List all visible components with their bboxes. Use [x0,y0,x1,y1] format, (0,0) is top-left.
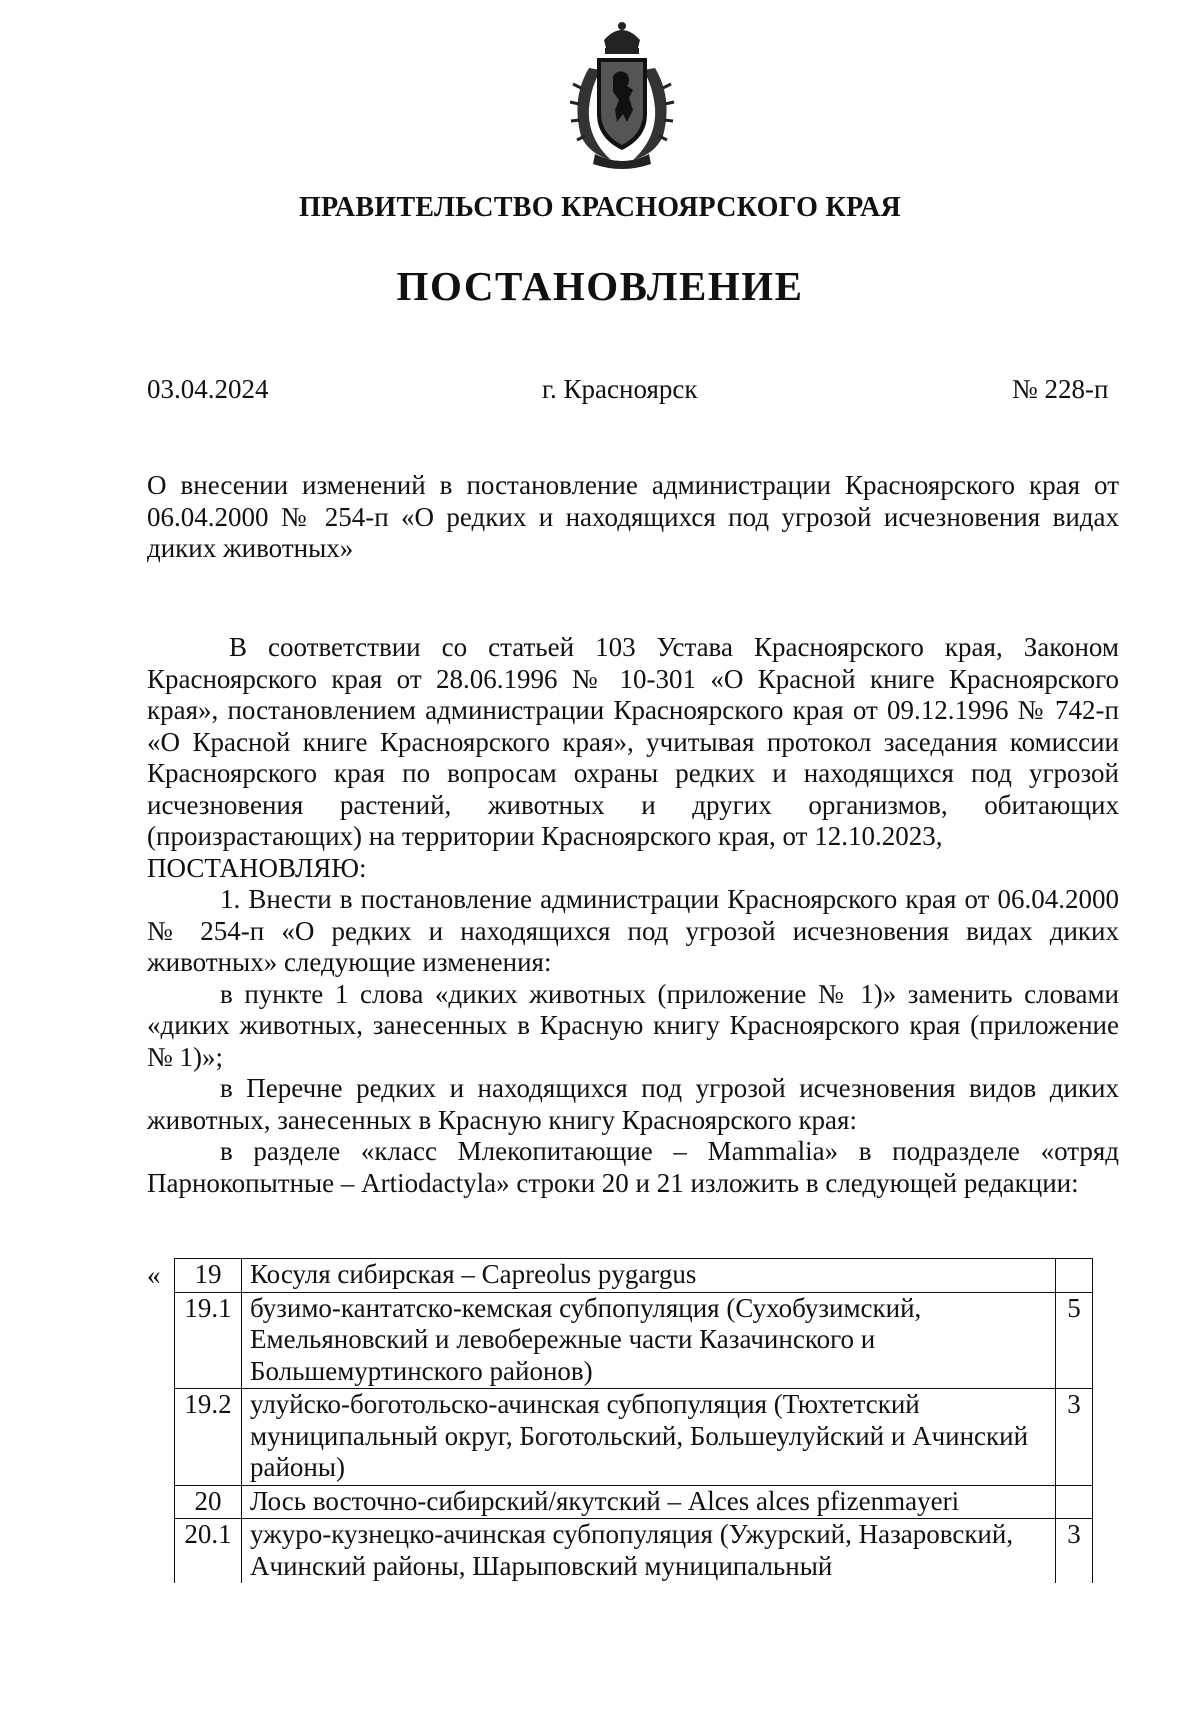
row-category: 5 [1056,1292,1093,1389]
open-quote-mark: « [147,1260,161,1290]
table-row [175,1389,1093,1486]
row-number: 19.2 [175,1389,242,1486]
document-type: ПОСТАНОВЛЕНИЕ [396,263,804,309]
row-category [1056,1485,1093,1519]
row-text: бузимо-кантатско-кемская субпопуляция (Сухобузимский, Емельяновский и левобережные части Казачинского и Большемуртинского районов) [242,1292,1056,1389]
row-text: Косуля сибирская – Capreolus pygargus [242,1259,1056,1293]
row-category: 3 [1056,1519,1093,1584]
row-category: 3 [1056,1389,1093,1486]
row-text: Лось восточно-сибирский/якутский – Alces alces pfizenmayeri [242,1485,1056,1519]
document-title: О внесении изменений в постановление администрации Красноярского края от 06.04.2000 № 254-п «О редких и находящихся под угрозой исчезновения видах диких животных» [147,470,1119,563]
change-paragraph-3: в разделе «класс Млекопитающие – Mammalia» в подразделе «отряд Парнокопытные – Artiodactyla» строки 20 и 21 изложить в следующей редакции: [147,1136,1119,1198]
document-number: № 228-п [1012,374,1109,404]
document-date: 03.04.2024 [147,374,269,404]
row-category [1056,1259,1093,1293]
document-body [147,632,1119,1199]
species-table [174,1258,1093,1583]
item-1-paragraph: 1. Внести в постановление администрации Красноярского края от 06.04.2000 № 254-п «О редких и находящихся под угрозой исчезновения видах диких животных» следующие изменения: [147,884,1119,977]
change-paragraph-1: в пункте 1 слова «диких животных (приложение № 1)» заменить словами «диких животных, занесенных в Красную книгу Красноярского края (приложение № 1)»; [147,978,1119,1072]
table-row [175,1485,1093,1519]
preamble-paragraph: В соответствии со статьей 103 Устава Красноярского края, Законом Красноярского края от 28.06.1996 № 10-301 «О Красной книге Красноярского края», постановлением администрации Красноярского края от 09.12.1996 № 742-п «О Красной книге Красноярского края», учитывая протокол заседания комиссии Красноярского края по вопросам охраны редких и находящихся под угрозой исчезновения растений, животных и других организмов, обитающих (произрастающих) на территории Красноярского края, от 12.10.2023, [147,632,1119,851]
resolve-word: ПОСТАНОВЛЯЮ: [147,852,367,883]
table-row [175,1259,1093,1293]
row-text: улуйско-боготольско-ачинская субпопуляция (Тюхтетский муниципальный округ, Боготольский, Большеулуйский и Ачинский районы) [242,1389,1056,1486]
row-number: 19 [175,1259,242,1293]
coat-of-arms-icon [567,18,677,170]
document-city: г. Красноярск [542,374,698,404]
row-text: ужуро-кузнецко-ачинская субпопуляция (Ужурский, Назаровский, Ачинский районы, Шарыповский муниципальный [242,1519,1056,1584]
row-number: 20.1 [175,1519,242,1584]
table-row [175,1519,1093,1584]
row-number: 19.1 [175,1292,242,1389]
change-paragraph-2: в Перечне редких и находящихся под угрозой исчезновения видов диких животных, занесенных в Красную книгу Красноярского края: [147,1073,1119,1135]
row-number: 20 [175,1485,242,1519]
organization-name: ПРАВИТЕЛЬСТВО КРАСНОЯРСКОГО КРАЯ [298,192,902,223]
table-row [175,1292,1093,1389]
